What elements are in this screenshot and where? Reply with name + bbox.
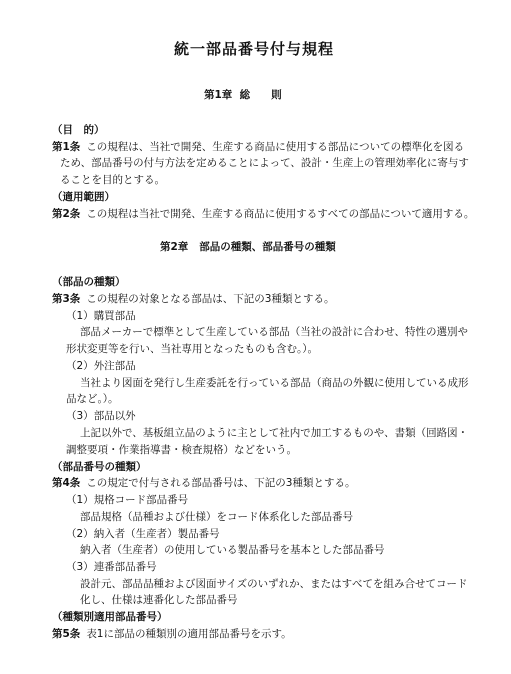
number-type-item-2-heading [66, 527, 220, 541]
part-type-item-1-num: （1） [66, 310, 94, 322]
part-type-item-2-num: （2） [66, 360, 94, 372]
article-1-line-1 [52, 140, 464, 154]
chapter-2-heading [160, 240, 336, 254]
article-5-number: 第5条 [52, 628, 81, 640]
number-type-item-2-line-1: 納入者（生産者）の使用している製品番号を基本とした部品番号 [80, 544, 385, 556]
number-type-item-1-num: （1） [66, 494, 94, 506]
section-heading-number-types: （部品番号の種類） [52, 461, 147, 473]
part-type-item-2-label: 外注部品 [93, 360, 136, 372]
article-3-intro: この規程の対象となる部品は、下記の3種類とする。 [86, 293, 335, 305]
article-5-line [52, 627, 292, 641]
part-type-item-1-heading [66, 309, 136, 323]
chapter-2-name: 部品の種類、部品番号の種類 [199, 241, 336, 253]
number-type-item-2-label: 納入者（生産者）製品番号 [93, 528, 220, 540]
part-type-item-3-line-2: 調整要項・作業指導書・検査規格）などをいう。 [66, 444, 297, 456]
article-1-line-3: ることを目的とする。 [60, 174, 165, 186]
number-type-item-3-line-1: 設計元、部品品種および図面サイズのいずれか、またはすべてを組み合せてコード [80, 578, 468, 590]
article-1-number: 第1条 [52, 141, 81, 153]
article-4-number: 第4条 [52, 477, 81, 489]
chapter-2-label: 第2章 [160, 241, 189, 253]
article-5-text: 表1に部品の種類別の適用部品番号を示す。 [86, 628, 292, 640]
number-type-item-3-num: （3） [66, 561, 94, 573]
article-4-line [52, 476, 356, 490]
document-title: 統一部品番号付与規程 [174, 40, 335, 58]
number-type-item-1-line-1: 部品規格（品種および仕様）をコード体系化した部品番号 [80, 511, 353, 523]
part-type-item-2-line-1: 当社より図面を発行し生産委託を行っている部品（商品の外観に使用している成形 [80, 377, 469, 389]
number-type-item-2-num: （2） [66, 528, 94, 540]
article-3-number: 第3条 [52, 293, 81, 305]
article-1-line-2: ため、部品番号の付与方法を定めることによって、設計・生産上の管理効率化に寄与す [60, 157, 469, 169]
part-type-item-3-num: （3） [66, 410, 94, 422]
chapter-1-label: 第1章 [204, 89, 233, 101]
article-2-text: この規程は当社で開発、生産する商品に使用するすべての部品について適用する。 [86, 208, 475, 220]
part-type-item-1-line-2: 形状変更等を行い、当社専用となったものも含む。）。 [66, 343, 318, 355]
chapter-1-name: 総 則 [239, 89, 282, 101]
section-heading-part-types: （部品の種類） [52, 276, 126, 288]
part-type-item-3-heading [66, 409, 136, 423]
article-2-line [52, 207, 474, 221]
article-1-text-1: この規程は、当社で開発、生産する商品に使用する部品についての標準化を図る [86, 141, 465, 153]
number-type-item-1-label: 規格コード部品番号 [93, 494, 189, 506]
article-3-line [52, 292, 335, 306]
part-type-item-3-line-1: 上記以外で、基板組立品のように主として社内で加工するものや、書類（回路図・ [80, 427, 469, 439]
number-type-item-3-label: 連番部品番号 [93, 561, 157, 573]
number-type-item-1-heading [66, 493, 188, 507]
part-type-item-2-heading [66, 359, 136, 373]
section-heading-applicable: （種類別適用部品番号） [52, 611, 168, 623]
article-2-number: 第2条 [52, 208, 81, 220]
part-type-item-2-line-2: 品など。）。 [66, 393, 119, 405]
number-type-item-3-heading [66, 560, 157, 574]
part-type-item-1-label: 購買部品 [93, 310, 136, 322]
chapter-1-heading [204, 88, 282, 102]
part-type-item-3-label: 部品以外 [93, 410, 136, 422]
article-4-intro: この規定で付与される部品番号は、下記の3種類とする。 [86, 477, 356, 489]
section-heading-scope: （適用範囲） [52, 191, 115, 203]
part-type-item-1-line-1: 部品メーカーで標準として生産している部品（当社の設計に合わせ、特性の選別や [80, 326, 468, 338]
section-heading-purpose: （目 的） [52, 124, 105, 136]
number-type-item-3-line-2: 化し、仕様は連番化した部品番号 [80, 594, 238, 606]
